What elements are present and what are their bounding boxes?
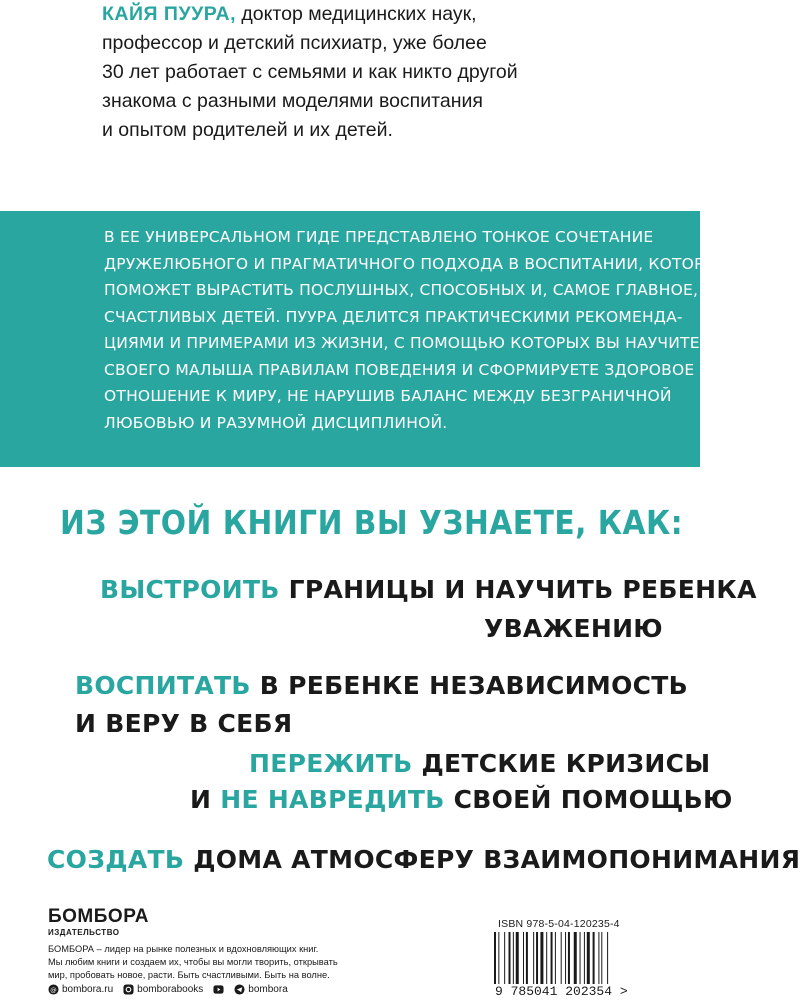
author-name: КАЙЯ ПУУРА,: [102, 3, 237, 25]
description-line: ПОМОЖЕТ ВЫРАСТИТЬ ПОСЛУШНЫХ, СПОСОБНЫХ И, САМОЕ ГЛАВНОЕ,: [104, 281, 699, 299]
globe-icon: [48, 984, 59, 995]
description-line: В ЕЕ УНИВЕРСАЛЬНОМ ГИДЕ ПРЕДСТАВЛЕНО ТОНКОЕ СОЧЕТАНИЕ: [104, 228, 654, 246]
social-instagram-label: bomborabooks: [137, 984, 204, 995]
learn-item-4-accent: СОЗДАТЬ: [47, 845, 185, 874]
learn-item-4: [47, 840, 800, 879]
description-text: [104, 224, 730, 436]
learn-item-3-line-2: [190, 780, 733, 819]
learn-item-3-line-2-accent: НЕ НАВРЕДИТЬ: [220, 785, 445, 814]
social-website[interactable]: [48, 984, 113, 995]
learn-item-2-rest: В РЕБЕНКЕ НЕЗАВИСИМОСТЬ: [250, 671, 688, 700]
description-line: ДРУЖЕЛЮБНОГО И ПРАГМАТИЧНОГО ПОДХОДА В ВОСПИТАНИИ, КОТОРЫЙ: [104, 254, 730, 273]
social-video[interactable]: [213, 984, 224, 995]
social-instagram[interactable]: [123, 984, 203, 995]
learn-item-4-rest: ДОМА АТМОСФЕРУ ВЗАИМОПОНИМАНИЯ: [184, 845, 800, 874]
publisher-socials: [48, 984, 288, 995]
learn-item-1: [100, 570, 757, 609]
publisher-logo: БОМБОРА: [48, 906, 149, 927]
author-bio: [102, 0, 662, 145]
author-line-3: 30 лет работает с семьями и как никто другой: [102, 61, 518, 83]
learn-item-3-line-2-rest: СВОЕЙ ПОМОЩЬЮ: [444, 785, 733, 814]
isbn-label: ISBN 978-5-04-120235-4: [498, 918, 620, 930]
learn-item-3-accent: ПЕРЕЖИТЬ: [249, 749, 413, 778]
learn-item-1-accent: ВЫСТРОИТЬ: [100, 575, 280, 604]
social-telegram[interactable]: [234, 984, 287, 995]
publisher-subtitle: ИЗДАТЕЛЬСТВО: [48, 928, 120, 937]
learn-item-2: [75, 666, 688, 705]
learn-item-2-line-2: И ВЕРУ В СЕБЯ: [75, 709, 293, 738]
telegram-icon: [234, 984, 245, 995]
author-title: доктор медицинских наук,: [236, 3, 477, 25]
barcode-digits: 9 785041 202354 >: [493, 984, 707, 999]
learn-item-3: [249, 744, 710, 783]
learn-section-title: ИЗ ЭТОЙ КНИГИ ВЫ УЗНАЕТЕ, КАК:: [60, 503, 684, 542]
author-line-1: [102, 0, 662, 29]
learn-item-3-rest: ДЕТСКИЕ КРИЗИСЫ: [412, 749, 711, 778]
learn-item-1-rest: ГРАНИЦЫ И НАУЧИТЬ РЕБЕНКА: [279, 575, 757, 604]
publisher-line: мир, пробовать новое, расти. Быть счастливыми. Быть на волне.: [48, 969, 330, 980]
description-line: СЧАСТЛИВЫХ ДЕТЕЙ. ПУУРА ДЕЛИТСЯ ПРАКТИЧЕСКИМИ РЕКОМЕНДА-: [104, 307, 683, 326]
description-line: ЦИЯМИ И ПРИМЕРАМИ ИЗ ЖИЗНИ, С ПОМОЩЬЮ КОТОРЫХ ВЫ НАУЧИТЕ: [104, 334, 700, 352]
social-website-label: bombora.ru: [62, 984, 114, 995]
publisher-description: [48, 943, 408, 981]
video-icon: [213, 984, 224, 995]
author-line-4: знакома с разными моделями воспитания: [102, 90, 483, 112]
instagram-icon: [123, 984, 134, 995]
description-line: ЛЮБОВЬЮ И РАЗУМНОЙ ДИСЦИПЛИНОЙ.: [104, 413, 448, 432]
learn-item-2-accent: ВОСПИТАТЬ: [75, 671, 251, 700]
learn-item-1-line-2: УВАЖЕНИЮ: [484, 614, 663, 643]
author-line-5: и опытом родителей и их детей.: [102, 119, 393, 141]
publisher-line: БОМБОРА – лидер на рынке полезных и вдохновляющих книг.: [48, 944, 319, 954]
svg-text:@: @: [50, 985, 57, 994]
publisher-line: Мы любим книги и создаем их, чтобы вы могли творить, открывать: [48, 956, 338, 967]
social-telegram-label: bombora: [248, 984, 288, 995]
author-line-2: профессор и детский психиатр, уже более: [102, 32, 487, 54]
learn-item-3-line-2-pre: И: [190, 785, 221, 814]
description-line: СВОЕГО МАЛЫША ПРАВИЛАМ ПОВЕДЕНИЯ И СФОРМИРУЕТЕ ЗДОРОВОЕ: [104, 360, 695, 379]
description-line: ОТНОШЕНИЕ К МИРУ, НЕ НАРУШИВ БАЛАНС МЕЖДУ БЕЗГРАНИЧНОЙ: [104, 387, 672, 405]
